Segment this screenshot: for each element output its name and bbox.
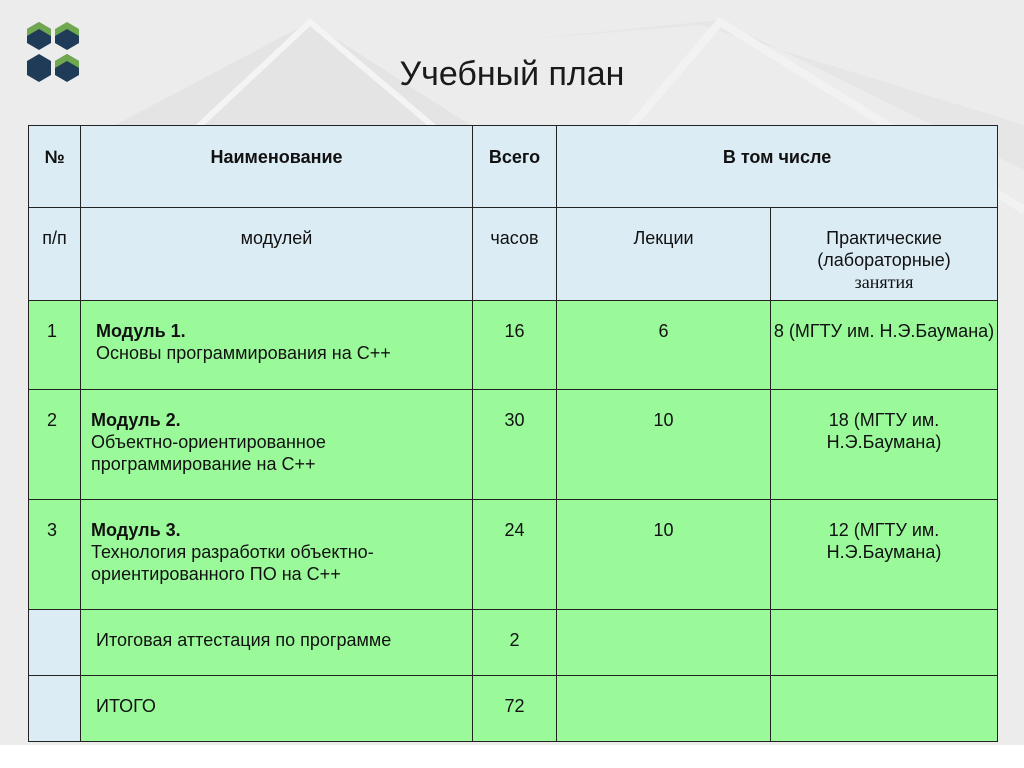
- row-lectures: 10: [557, 390, 771, 500]
- row-practice: 18 (МГТУ им. Н.Э.Баумана): [771, 390, 998, 500]
- module-description: Основы программирования на С++: [96, 343, 391, 363]
- header-practice-line2: (лабораторные): [817, 250, 951, 270]
- header-name-bottom: модулей: [81, 208, 473, 301]
- summary-total: 72: [473, 676, 557, 742]
- row-num-empty: [29, 610, 81, 676]
- page-title: Учебный план: [399, 55, 625, 93]
- row-module: [81, 301, 473, 390]
- table-header-row-2: [29, 208, 998, 301]
- header-total-top: Всего: [473, 126, 557, 208]
- header-num-top: №: [29, 126, 81, 208]
- row-lectures: 10: [557, 500, 771, 610]
- row-module: [81, 390, 473, 500]
- header-lectures: Лекции: [557, 208, 771, 301]
- table-row: [29, 390, 998, 500]
- header-practice: [771, 208, 998, 301]
- row-num: 1: [29, 301, 81, 390]
- attestation-lectures-empty: [557, 610, 771, 676]
- table-row-attestation: [29, 610, 998, 676]
- module-title: Модуль 3.: [91, 520, 181, 540]
- header-num-bottom: п/п: [29, 208, 81, 301]
- table-row-summary: [29, 676, 998, 742]
- summary-lectures-empty: [557, 676, 771, 742]
- module-description: Объектно-ориентированное программирование на С++: [91, 432, 326, 474]
- module-title: Модуль 2.: [91, 410, 181, 430]
- header-including: В том числе: [557, 126, 998, 208]
- table-row: [29, 500, 998, 610]
- summary-label: ИТОГО: [81, 676, 473, 742]
- attestation-label: Итоговая аттестация по программе: [81, 610, 473, 676]
- row-num-empty: [29, 676, 81, 742]
- row-lectures: 6: [557, 301, 771, 390]
- footer-band: [0, 745, 1024, 768]
- module-title: Модуль 1.: [96, 321, 186, 341]
- row-module: [81, 500, 473, 610]
- row-num: 3: [29, 500, 81, 610]
- curriculum-table: [28, 125, 998, 742]
- header-practice-line1: Практические: [826, 228, 942, 248]
- row-total: 30: [473, 390, 557, 500]
- attestation-total: 2: [473, 610, 557, 676]
- table-header-row-1: [29, 126, 998, 208]
- summary-practice-empty: [771, 676, 998, 742]
- header-name-top: Наименование: [81, 126, 473, 208]
- header-practice-line3: занятия: [854, 272, 914, 292]
- table-row: [29, 301, 998, 390]
- row-total: 16: [473, 301, 557, 390]
- row-num: 2: [29, 390, 81, 500]
- row-practice: 12 (МГТУ им. Н.Э.Баумана): [771, 500, 998, 610]
- row-practice: 8 (МГТУ им. Н.Э.Баумана): [771, 301, 998, 390]
- row-total: 24: [473, 500, 557, 610]
- header-total-bottom: часов: [473, 208, 557, 301]
- module-description: Технология разработки объектно-ориентированного ПО на С++: [91, 542, 374, 584]
- attestation-practice-empty: [771, 610, 998, 676]
